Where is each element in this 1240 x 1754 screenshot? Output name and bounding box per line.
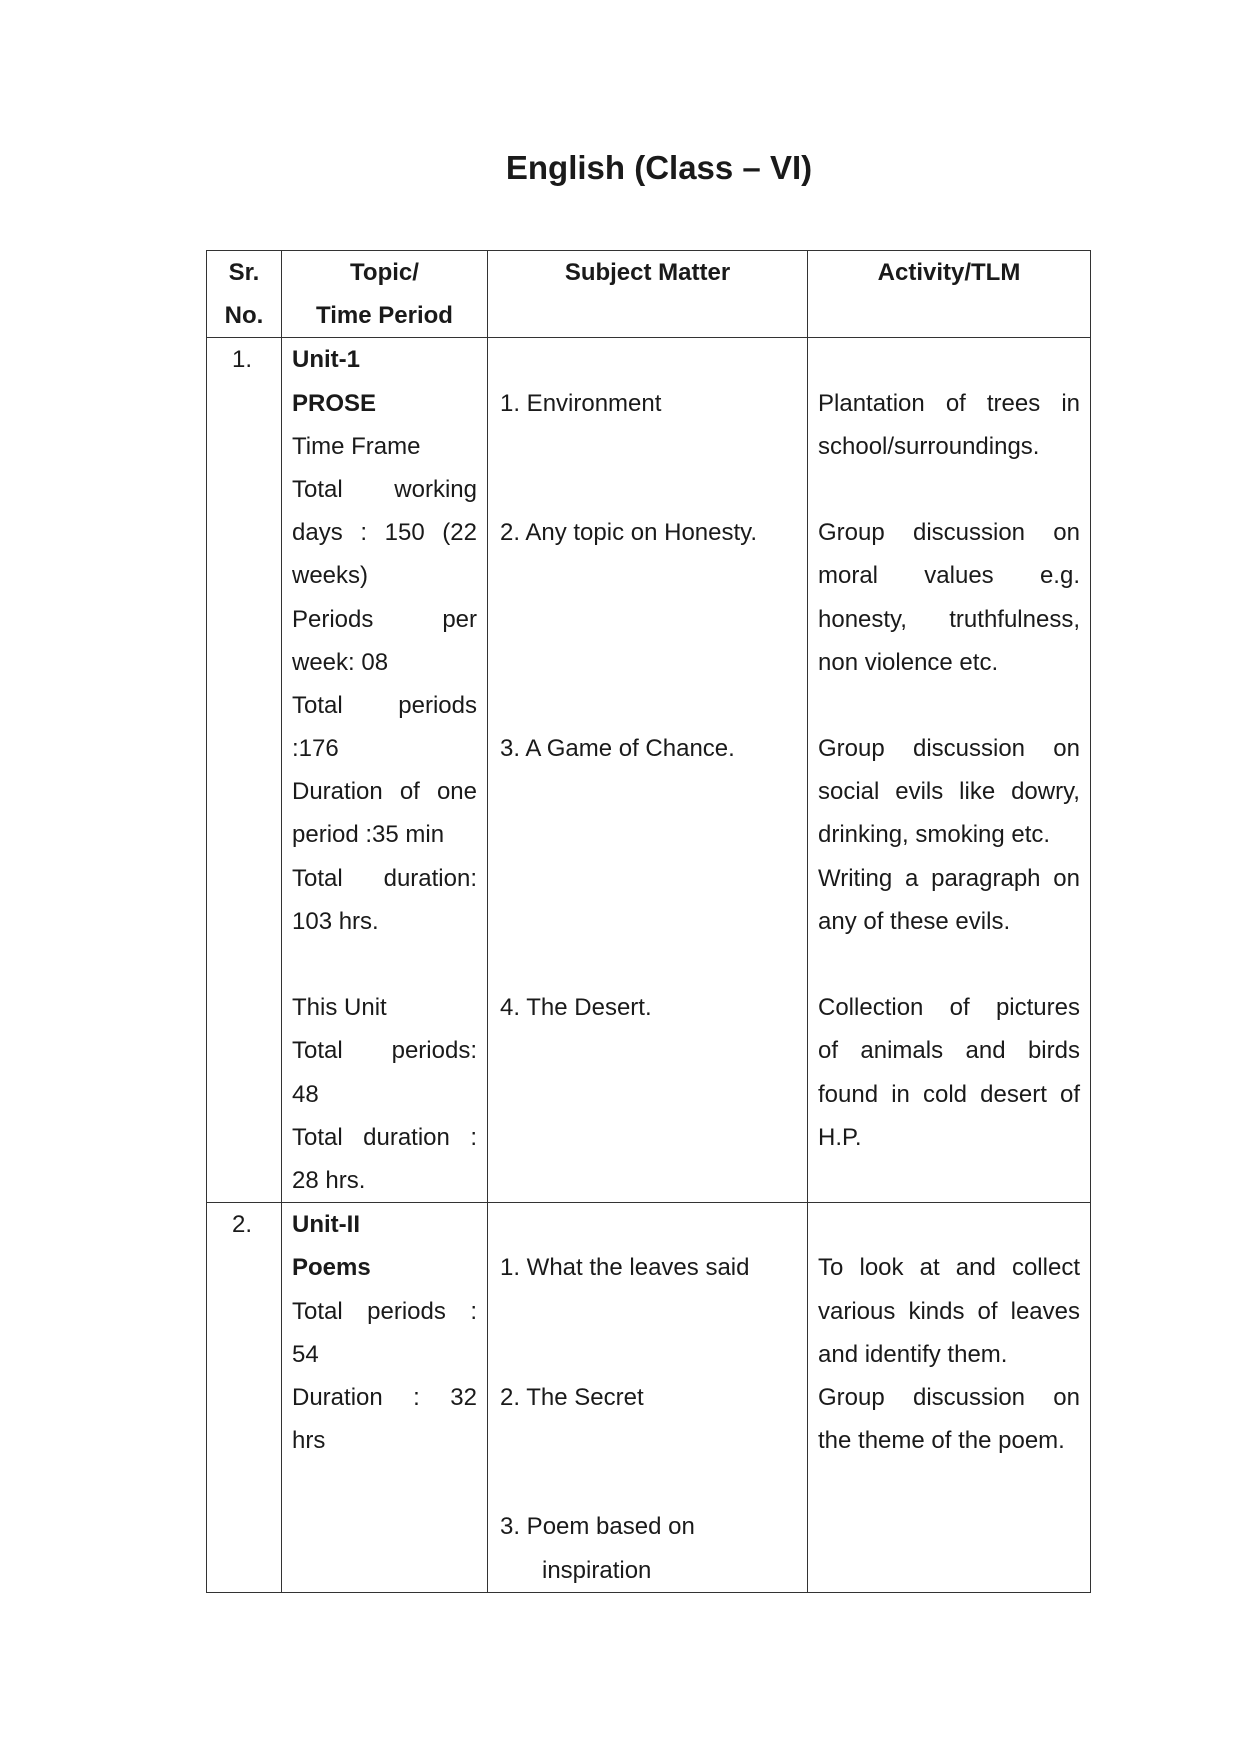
- word: look: [859, 1254, 904, 1282]
- word: discussion: [912, 735, 1026, 763]
- cell-activity-line: any of these evils.: [818, 907, 1011, 935]
- header-topic-line1: Topic/: [350, 259, 419, 286]
- cell-activity-line: [808, 1376, 1090, 1419]
- word: :: [470, 1123, 477, 1151]
- cell-activity-line: [808, 511, 1090, 554]
- word: various: [818, 1297, 896, 1325]
- cell-activity-line: non violence etc.: [818, 648, 999, 676]
- word: Total: [292, 864, 343, 892]
- word: Plantation: [818, 389, 925, 417]
- page-title: English (Class – VI): [505, 149, 813, 186]
- header-subject-label: Subject Matter: [564, 259, 731, 286]
- cell-sr-no: [207, 338, 282, 1203]
- word: 32: [450, 1383, 477, 1411]
- word: Collection: [818, 994, 924, 1022]
- cell-activity-line: [808, 727, 1090, 770]
- word: evils: [895, 778, 944, 806]
- cell-topic-line: 28 hrs.: [292, 1166, 366, 1194]
- cell-subject-matter-line: [488, 770, 807, 813]
- word: Total: [292, 1037, 343, 1065]
- word: desert: [980, 1080, 1047, 1108]
- cell-activity-line: school/surroundings.: [818, 432, 1040, 460]
- cell-subject-matter-line: [488, 554, 807, 597]
- cell-subject-matter-line: [488, 1290, 807, 1333]
- cell-topic-line: :176: [292, 735, 339, 763]
- header-subject-matter: [488, 251, 808, 338]
- word: on: [1053, 1383, 1080, 1411]
- cell-topic-line: [282, 598, 487, 641]
- cell-subject-matter-line: [488, 425, 807, 468]
- cell-subject-matter: [488, 338, 808, 1203]
- cell-topic-line: [282, 943, 487, 986]
- cell-subject-matter-line: 2. Any topic on Honesty.: [500, 519, 758, 547]
- cell-topic-line: Unit-II: [292, 1211, 360, 1239]
- cell-activity-line: [808, 684, 1090, 727]
- cell-topic-line: period :35 min: [292, 821, 445, 849]
- word: and: [955, 1254, 996, 1282]
- word: Group: [818, 519, 885, 547]
- word: Total: [292, 691, 343, 719]
- word: periods:: [391, 1037, 477, 1065]
- word: honesty,: [818, 605, 907, 633]
- word: Duration: [292, 1383, 383, 1411]
- cell-topic-line: This Unit: [292, 994, 387, 1022]
- word: discussion: [912, 519, 1026, 547]
- cell-activity-line: [808, 1029, 1090, 1072]
- word: e.g.: [1039, 562, 1080, 590]
- cell-subject-matter-line: 2. The Secret: [500, 1383, 644, 1411]
- cell-subject-matter-line: [488, 1419, 807, 1462]
- word: pictures: [995, 994, 1080, 1022]
- cell-subject-matter-line: [488, 1203, 807, 1246]
- word: Total: [292, 1123, 343, 1151]
- word: cold: [923, 1080, 968, 1108]
- cell-subject-matter-line: [488, 900, 807, 943]
- word: kinds: [908, 1297, 965, 1325]
- cell-subject-matter: [488, 1203, 808, 1593]
- word: in: [1061, 389, 1080, 417]
- cell-activity-line: [808, 1246, 1090, 1289]
- word: :: [470, 1297, 477, 1325]
- word: leaves: [1010, 1297, 1080, 1325]
- word: of: [949, 994, 970, 1022]
- word: periods: [367, 1297, 446, 1325]
- cell-topic-line: [282, 511, 487, 554]
- cell-activity-line: [808, 468, 1090, 511]
- cell-subject-matter-line: [488, 684, 807, 727]
- cell-subject-matter-line: [488, 943, 807, 986]
- cell-topic-line: weeks): [292, 562, 369, 590]
- word: paragraph: [931, 864, 1041, 892]
- cell-topic-line: [282, 857, 487, 900]
- word: birds: [1027, 1037, 1080, 1065]
- header-no: No.: [224, 302, 264, 330]
- header-sr-no: [207, 251, 282, 338]
- cell-activity-line: [808, 382, 1090, 425]
- cell-sr-no: [207, 1203, 282, 1593]
- table-header-row: [207, 251, 1091, 338]
- word: collect: [1011, 1254, 1080, 1282]
- word: of: [399, 778, 420, 806]
- cell-activity-line: [808, 1203, 1090, 1246]
- word: Duration: [292, 778, 383, 806]
- word: on: [1053, 735, 1080, 763]
- cell-subject-matter-line: [488, 641, 807, 684]
- cell-subject-matter-line: 4. The Desert.: [500, 994, 652, 1022]
- cell-subject-matter-line: 3. A Game of Chance.: [500, 735, 735, 763]
- word: social: [818, 778, 880, 806]
- table-row: [207, 338, 1091, 1203]
- cell-topic-line: [282, 1290, 487, 1333]
- cell-activity-line: [808, 554, 1090, 597]
- cell-topic-line: [282, 770, 487, 813]
- cell-topic-line: 103 hrs.: [292, 907, 379, 935]
- cell-activity-line: [808, 598, 1090, 641]
- cell-activity: [808, 1203, 1091, 1593]
- word: per: [442, 605, 477, 633]
- cell-subject-matter-line: [488, 813, 807, 856]
- cell-topic-line: [282, 1376, 487, 1419]
- cell-activity-line: and identify them.: [818, 1340, 1008, 1368]
- word: periods: [398, 691, 477, 719]
- word: dowry,: [1011, 778, 1080, 806]
- cell-activity-line: [808, 943, 1090, 986]
- cell-subject-matter-line: 1. Environment: [500, 389, 662, 417]
- word: on: [1053, 864, 1080, 892]
- cell-topic-line: PROSE: [292, 389, 377, 417]
- cell-topic-line: [282, 468, 487, 511]
- cell-topic-line: [282, 684, 487, 727]
- cell-activity: [808, 338, 1091, 1203]
- word: of: [818, 1037, 839, 1065]
- cell-topic-line: Unit-1: [292, 346, 360, 374]
- word: animals: [860, 1037, 944, 1065]
- cell-activity-line: [808, 1290, 1090, 1333]
- word: one: [436, 778, 477, 806]
- cell-activity-line: [808, 857, 1090, 900]
- cell-subject-matter-line: [488, 1462, 807, 1505]
- word: Periods: [292, 605, 374, 633]
- cell-subject-matter-line: [488, 857, 807, 900]
- word: truthfulness,: [949, 605, 1080, 633]
- word: days: [292, 519, 343, 547]
- header-sr: Sr.: [228, 259, 260, 286]
- word: found: [818, 1080, 879, 1108]
- word: values: [924, 562, 994, 590]
- word: of: [1059, 1080, 1080, 1108]
- cell-topic: [282, 1203, 488, 1593]
- cell-activity-line: [808, 338, 1090, 381]
- word: 150: [384, 519, 425, 547]
- word: a: [905, 864, 919, 892]
- word: (22: [442, 519, 477, 547]
- cell-subject-matter-line: [488, 1333, 807, 1376]
- cell-subject-matter-line: inspiration: [542, 1556, 652, 1584]
- cell-topic-line: week: 08: [292, 648, 389, 676]
- word: Group: [818, 1383, 885, 1411]
- word: :: [360, 519, 367, 547]
- cell-subject-matter-line: 3. Poem based on: [500, 1513, 695, 1541]
- word: Writing: [818, 864, 893, 892]
- cell-subject-matter-line: [488, 468, 807, 511]
- cell-topic-line: Poems: [292, 1254, 371, 1282]
- header-activity: [808, 251, 1091, 338]
- cell-subject-matter-line: 1. What the leaves said: [500, 1254, 750, 1282]
- cell-topic-line: hrs: [292, 1427, 326, 1455]
- sr-no-text: 1.: [232, 346, 253, 374]
- word: Total: [292, 475, 343, 503]
- cell-activity-line: H.P.: [818, 1123, 862, 1151]
- word: duration: [363, 1123, 450, 1151]
- word: of: [977, 1297, 998, 1325]
- word: on: [1053, 519, 1080, 547]
- word: Group: [818, 735, 885, 763]
- cell-topic-line: [282, 1029, 487, 1072]
- word: duration:: [383, 864, 477, 892]
- header-activity-label: Activity/TLM: [877, 259, 1021, 286]
- cell-activity-line: [808, 770, 1090, 813]
- cell-subject-matter-line: [488, 338, 807, 381]
- header-topic-line2: Time Period: [316, 302, 453, 330]
- word: and: [965, 1037, 1006, 1065]
- word: in: [891, 1080, 910, 1108]
- word: of: [945, 389, 966, 417]
- word: like: [959, 778, 996, 806]
- word: trees: [986, 389, 1041, 417]
- word: To: [818, 1254, 844, 1282]
- sr-no-text: 2.: [232, 1211, 253, 1239]
- word: moral: [818, 562, 879, 590]
- syllabus-table: [206, 250, 1091, 1593]
- word: working: [394, 475, 477, 503]
- table-row: [207, 1203, 1091, 1593]
- cell-activity-line: drinking, smoking etc.: [818, 821, 1051, 849]
- word: :: [413, 1383, 420, 1411]
- cell-topic-line: Time Frame: [292, 432, 421, 460]
- cell-activity-line: [808, 986, 1090, 1029]
- cell-activity-line: [808, 1073, 1090, 1116]
- cell-topic: [282, 338, 488, 1203]
- word: discussion: [912, 1383, 1026, 1411]
- cell-subject-matter-line: [488, 598, 807, 641]
- cell-topic-line: [282, 1116, 487, 1159]
- cell-topic-line: 48: [292, 1080, 319, 1108]
- cell-topic-line: 54: [292, 1340, 319, 1368]
- word: at: [919, 1254, 940, 1282]
- cell-activity-line: the theme of the poem.: [818, 1427, 1065, 1455]
- word: Total: [292, 1297, 343, 1325]
- header-topic: [282, 251, 488, 338]
